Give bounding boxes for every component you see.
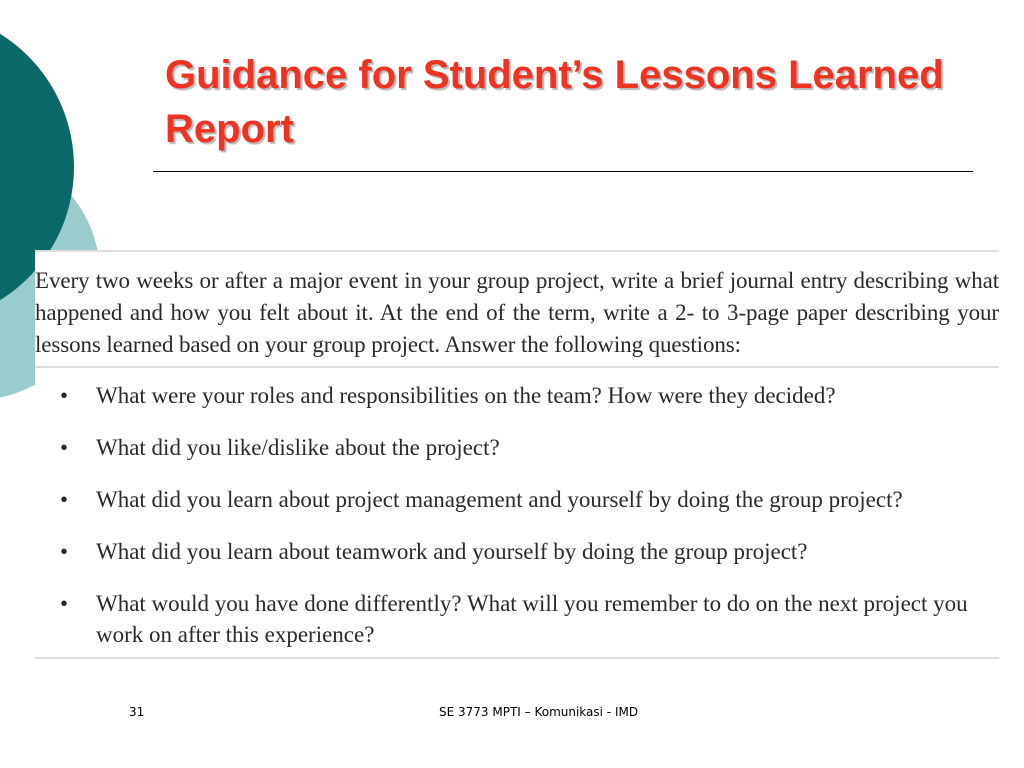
slide-title: Guidance for Student’s Lessons Learned Report (165, 53, 944, 151)
question-text: What were your roles and responsibilities on the team? How were they decided? (96, 383, 836, 408)
question-item (35, 588, 999, 650)
title-divider (153, 171, 973, 172)
question-text: What did you learn about teamwork and yourself by doing the group project? (96, 539, 808, 564)
bullet-icon: • (60, 435, 69, 460)
question-item (35, 380, 999, 411)
question-text: What did you like/dislike about the project? (96, 435, 500, 460)
content-top-divider (35, 250, 999, 252)
content-bottom-divider (35, 657, 999, 659)
footer-course: SE 3773 MPTI – Komunikasi - IMD (439, 705, 639, 719)
question-item (35, 536, 999, 567)
page-number: 31 (129, 705, 145, 719)
intro-paragraph: Every two weeks or after a major event in your group project, write a brief journal entry describing what happened and how you felt about it. At the end of the term, write a 2- to 3-page paper describing your lessons learned based on your group project. Answer the following questions: (35, 268, 999, 357)
bullet-icon: • (60, 539, 69, 564)
content-mid-divider (35, 366, 999, 368)
bullet-icon: • (60, 383, 69, 408)
question-list (35, 380, 999, 671)
bullet-icon: • (60, 487, 69, 512)
question-item (35, 484, 999, 515)
content-panel (35, 250, 999, 660)
question-item (35, 432, 999, 463)
question-text: What would you have done differently? What will you remember to do on the next project you work on after this experience? (96, 591, 968, 647)
bullet-icon: • (60, 591, 69, 616)
question-text: What did you learn about project management and yourself by doing the group project? (96, 487, 903, 512)
